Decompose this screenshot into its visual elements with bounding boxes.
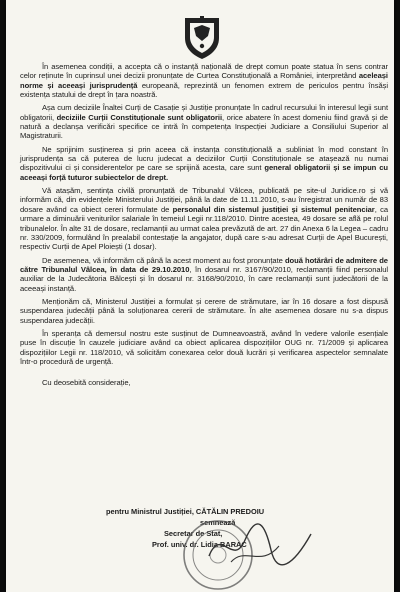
document-page bbox=[6, 0, 394, 592]
emphasized-text: deciziile Curții Constituționale sunt obligatorii bbox=[56, 112, 223, 122]
signature-title: Secretar de Stat, bbox=[164, 529, 223, 538]
letter-paragraph bbox=[20, 297, 388, 325]
letter-paragraph bbox=[20, 62, 388, 99]
emphasized-text: general obligatorii și se impun cu aceeași forță tuturor subiectelor de drept. bbox=[20, 163, 388, 182]
letter-paragraph bbox=[20, 103, 388, 140]
emphasized-text: personalul din sistemul justiției și sistemul penitenciar bbox=[172, 204, 375, 214]
signature-signs: semnează bbox=[200, 518, 236, 527]
emphasized-text: două hotărâri de admitere de către Tribunalul Vâlcea, în data de 29.10.2010 bbox=[20, 255, 388, 274]
emphasized-text: aceleași norme și aceeași jurisprudență bbox=[20, 71, 388, 90]
paragraph-text: În asemenea condiții, a accepta că o instanță națională de drept comun poate statua în sens contrar celor reținute în cuprinsul unei decizii pronunțate de Curtea Constituțională a României, interpretând bbox=[20, 62, 388, 81]
coat-of-arms-emblem bbox=[181, 14, 223, 60]
paragraph-text: Ne sprijinim susținerea și prin aceea că instanța constituțională a subliniat în mod constant în jurisprudența sa că puterea de lucru judecat a deciziilor Curții Constituționale se atașează nu numai dispozitivului ci și considerentelor pe care se sprijină acesta, care sunt bbox=[20, 144, 388, 173]
letter-body bbox=[20, 62, 388, 392]
letter-paragraph bbox=[20, 145, 388, 182]
signature-on-behalf: pentru Ministrul Justiției, CĂTĂLIN PREDOIU bbox=[106, 507, 265, 516]
signature-name: Prof. univ. dr. Lidia BARAC bbox=[152, 540, 247, 549]
paragraph-text: , ca urmare a diminuării veniturilor salariale în temeiul Legii nr.118/2010. Dintre acestea, 49 dosare se află pe rolul tribunalelor. În alte 31 de dosare, reclamanții au urmat calea prevăzută de art. 27 din Anexa 6 la Legea – cadru nr. 330/2009, formulând în prealabil contestație la angajator, după care s-au adresat Curții de Apel București, respectiv Curții de Apel Ploiești (1 dosar). bbox=[20, 204, 389, 252]
paragraph-text: De asemenea, vă informăm că până la acest moment au fost pronunțate bbox=[42, 255, 285, 265]
handwritten-signature bbox=[201, 516, 321, 576]
paragraph-text: În speranța că demersul nostru este susținut de Dumneavoastră, având în vedere valorile esențiale puse în discuție în cauzele judiciare având ca obiect aplicarea dispozițiilor OUG nr. 71/2009 și aplicarea dispozițiilor Legii nr. 118/2010, vă solicităm conexarea celor două lucrări și verificarea aspectelor semnalate într-o procedură de urgență. bbox=[20, 328, 388, 366]
letter-paragraph bbox=[20, 329, 388, 366]
paragraph-text: Vă atașăm, sentința civilă pronunțată de Tribunalul Vâlcea, publicată pe site-ul Juridice.ro și vă informăm că, din evidențele Ministerului Justiției, până la date de 11.11.2010, s-au înregistrat un număr de 83 dosare având ca obiect cereri formulate de bbox=[20, 186, 388, 214]
letter-paragraph bbox=[20, 186, 388, 251]
paragraph-text: Așa cum deciziile Înaltei Curți de Casație și Justiție pronunțate în cadrul recursului în interesul legii sunt obligatorii, bbox=[20, 103, 388, 122]
closing-line: Cu deosebită considerație, bbox=[42, 378, 131, 388]
paragraph-text: europeană, reprezintă un fenomen extrem de periculos pentru însăși existența statului de drept în țara noastră. bbox=[20, 80, 389, 100]
paragraph-text: , orice abatere în acest domeniu fiind gravă și de natură a declanșa verificări specifice ce intră în competența Inspecției Judiciare a Consiliului Superior al Magistraturii. bbox=[20, 112, 388, 141]
paragraph-text: , în dosarul nr. 3167/90/2010, reclamanții fiind personalul auxiliar de la Judecătoria Bălcești și în dosarul nr. 3168/90/2010, în care reclamanții sunt judecătorii de la aceeași instanță. bbox=[20, 264, 389, 293]
letter-paragraph bbox=[20, 256, 388, 293]
paragraph-text: Menționăm că, Ministerul Justiției a formulat și cerere de strămutare, iar în 16 dosare a fost dispusă suspendarea judecății până la soluționarea cererii de strămutare. În alte asemenea dosare nu s-a dispus suspendarea judecății. bbox=[20, 296, 388, 325]
